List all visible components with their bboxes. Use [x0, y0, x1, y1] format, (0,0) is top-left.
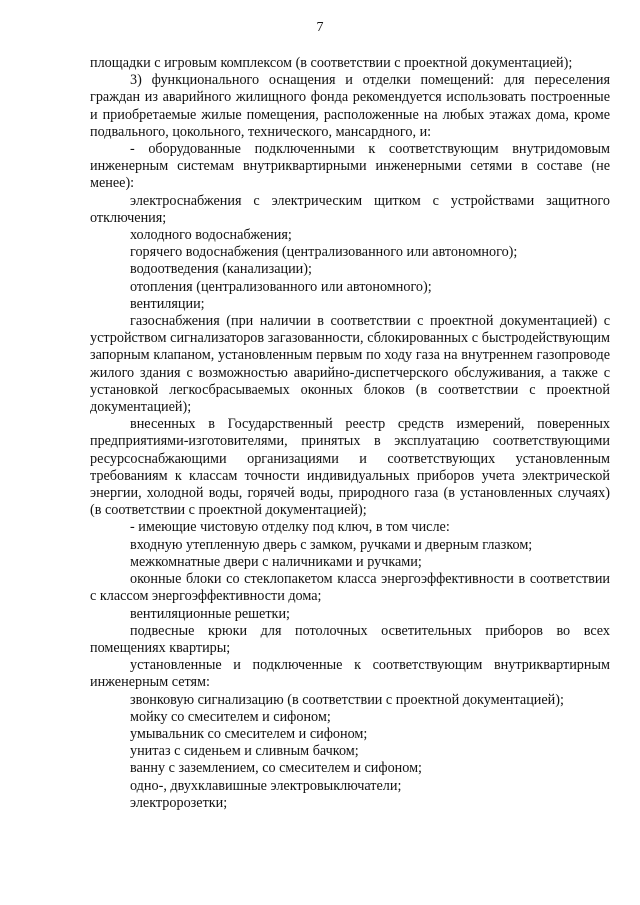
list-item: водоотведения (канализации);: [130, 261, 312, 278]
paragraph: подвесные крюки для потолочных осветительных приборов во всех помещениях квартиры;: [90, 622, 610, 656]
paragraph: площадки с игровым комплексом (в соответствии с проектной документацией);: [90, 55, 573, 71]
list-item: вентиляции;: [130, 295, 205, 312]
list-item: электророзетки;: [130, 794, 228, 811]
document-body: [90, 55, 610, 812]
list-item: холодного водоснабжения;: [130, 227, 292, 244]
page-number: 7: [316, 20, 324, 35]
paragraph: оконные блоки со стеклопакетом класса энергоэффективности в соответствии с классом энергоэффективности дома;: [90, 571, 610, 605]
paragraph: 3) функционального оснащения и отделки помещений: для переселения граждан из аварийного жилищного фонда рекомендуется использовать построенные и приобретаемые жилые помещения, расположенные на любых этажах дома, кроме подвального, цокольного, технического, мансардного, и:: [90, 72, 610, 140]
list-item: горячего водоснабжения (централизованного или автономного);: [130, 244, 518, 261]
list-item: мойку со смесителем и сифоном;: [130, 708, 331, 725]
paragraph: установленные и подключенные к соответствующим внутриквартирным инженерным сетям:: [90, 657, 610, 691]
list-item: умывальник со смесителем и сифоном;: [130, 725, 368, 742]
list-item: отопления (централизованного или автономного);: [130, 278, 432, 295]
list-item: унитаз с сиденьем и сливным бачком;: [130, 743, 359, 760]
list-item: ванну с заземлением, со смесителем и сифоном;: [130, 760, 422, 777]
paragraph: электроснабжения с электрическим щитком с устройствами защитного отключения;: [90, 192, 610, 226]
list-item: вентиляционные решетки;: [130, 605, 290, 622]
list-item: входную утепленную дверь с замком, ручками и дверным глазком;: [130, 536, 533, 553]
list-item: звонковую сигнализацию (в соответствии с проектной документацией);: [130, 691, 564, 708]
paragraph: - оборудованные подключенными к соответствующим внутридомовым инженерным системам внутриквартирными инженерными сетями в составе (не менее):: [90, 141, 610, 192]
list-item: одно-, двухклавишные электровыключатели;: [130, 777, 402, 794]
paragraph: газоснабжения (при наличии в соответствии с проектной документацией) с устройством сигнализаторов загазованности, сблокированных с быстродействующим запорным клапаном, установленным первым по ходу газа на внутреннем газопроводе жилого здания с возможностью аварийно-диспетчерского обслуживания, а также с установкой легкосбрасываемых оконных блоков (в соответствии с проектной документацией);: [90, 313, 610, 416]
paragraph: внесенных в Государственный реестр средств измерений, поверенных предприятиями-изготовителями, принятых в эксплуатацию соответствующими ресурсоснабжающими организациями и соответствующих установленным требованиям к классам точности индивидуальных приборов учета электрической энергии, холодной воды, горячей воды, природного газа (в установленных случаях) (в соответствии с проектной документацией);: [90, 416, 610, 519]
list-item: межкомнатные двери с наличниками и ручками;: [130, 553, 422, 570]
paragraph: - имеющие чистовую отделку под ключ, в том числе:: [130, 519, 450, 536]
